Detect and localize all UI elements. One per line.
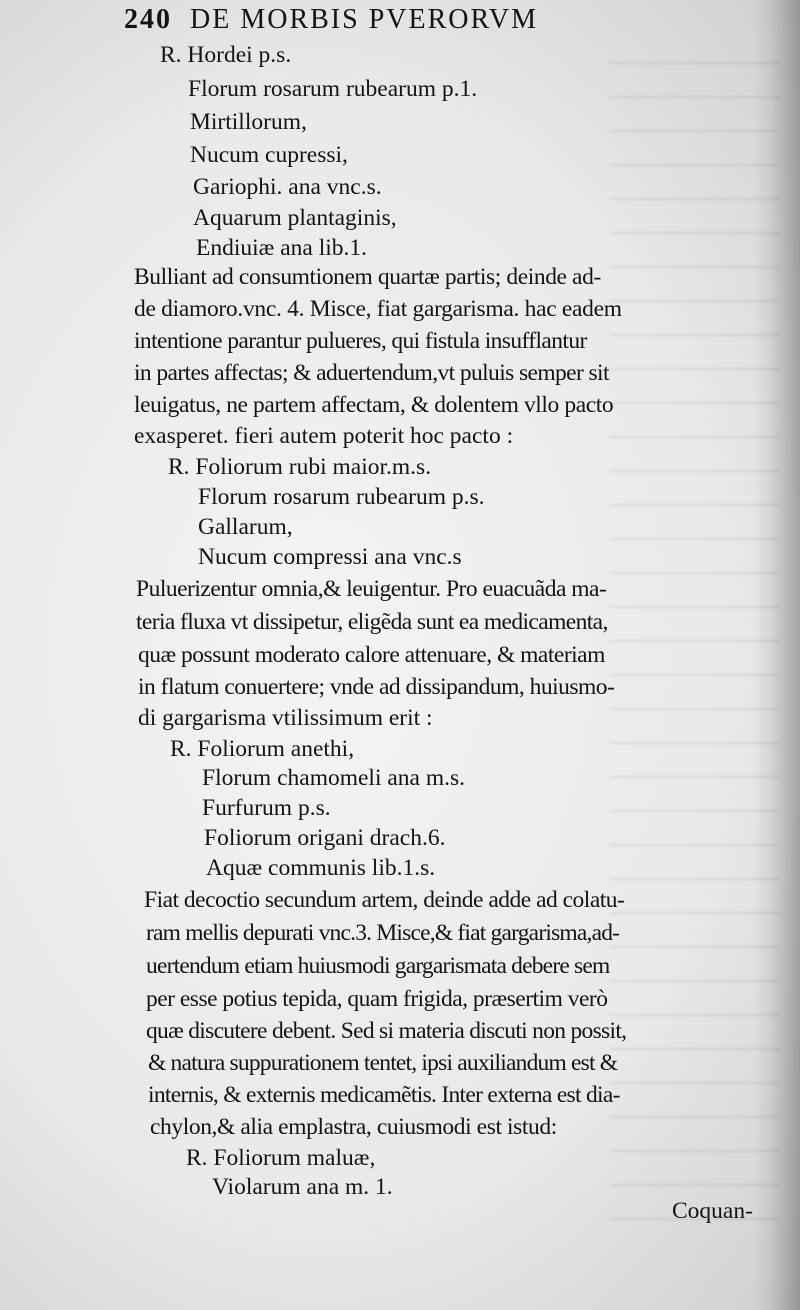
text-line: Florum rosarum rubearum p.s. (198, 484, 485, 510)
text-line: di gargarisma vtilissimum erit : (138, 705, 433, 731)
text-line: Gallarum, (198, 514, 293, 540)
page-number: 240 (124, 4, 172, 35)
text-line: Mirtillorum, (190, 109, 307, 135)
text-line: intentione parantur pulueres, qui fistula insufflantur (134, 328, 587, 354)
text-line: Foliorum origani drach.6. (204, 825, 446, 851)
text-line: Bulliant ad consumtionem quartæ partis; deinde ad- (134, 264, 601, 290)
text-line: Fiat decoctio secundum artem, deinde adde ad colatu- (144, 887, 625, 913)
text-line: R. Foliorum rubi maior.m.s. (168, 454, 432, 480)
text-line: R. Hordei p.s. (160, 42, 292, 68)
text-line: Puluerizentur omnia,& leuigentur. Pro euacuãda ma- (136, 576, 607, 602)
text-line: Nucum cupressi, (190, 142, 348, 168)
text-line: Violarum ana m. 1. (212, 1174, 393, 1200)
text-line: in partes affectas; & aduertendum,vt puluis semper sit (134, 360, 609, 386)
text-line: in flatum conuertere; vnde ad dissipandum, huiusmo- (138, 674, 615, 700)
text-line: exasperet. fieri autem poterit hoc pacto : (134, 423, 514, 449)
text-line: teria fluxa vt dissipetur, eligẽda sunt ea medicamenta, (136, 609, 608, 635)
text-line: R. Foliorum maluæ, (186, 1145, 376, 1171)
text-line: internis, & externis medicamẽtis. Inter externa est dia- (148, 1082, 620, 1108)
text-line: R. Foliorum anethi, (170, 736, 355, 762)
text-line: chylon,& alia emplastra, cuiusmodi est istud: (150, 1114, 557, 1140)
text-line: & natura suppurationem tentet, ipsi auxiliandum est & (148, 1050, 618, 1076)
text-line: de diamoro.vnc. 4. Misce, fiat gargarisma. hac eadem (134, 296, 622, 322)
running-header (124, 4, 764, 40)
text-line: Furfurum p.s. (202, 795, 331, 821)
text-line: Endiuiæ ana lib.1. (196, 235, 368, 261)
text-line: uertendum etiam huiusmodi gargarismata debere sem (146, 953, 610, 979)
text-line: Florum rosarum rubearum p.1. (188, 76, 478, 102)
text-line: ram mellis depurati vnc.3. Misce,& fiat gargarisma,ad- (146, 920, 620, 946)
text-line: quæ discutere debent. Sed si materia discuti non possit, (146, 1018, 627, 1044)
text-line: Aquarum plantaginis, (193, 205, 397, 231)
page-edge-shadow (754, 0, 800, 1310)
text-line: leuigatus, ne partem affectam, & dolentem vllo pacto (134, 392, 614, 418)
text-line: Aquæ communis lib.1.s. (206, 855, 436, 881)
text-line: Gariophi. ana vnc.s. (193, 174, 382, 200)
catchword: Coquan- (672, 1198, 753, 1224)
text-line: per esse potius tepida, quam frigida, præsertim verò (146, 986, 608, 1012)
text-line: quæ possunt moderato calore attenuare, & materiam (138, 642, 605, 668)
text-line: Nucum compressi ana vnc.s (198, 544, 462, 570)
running-title: DE MORBIS PVERORVM (190, 4, 539, 35)
text-line: Florum chamomeli ana m.s. (202, 765, 466, 791)
